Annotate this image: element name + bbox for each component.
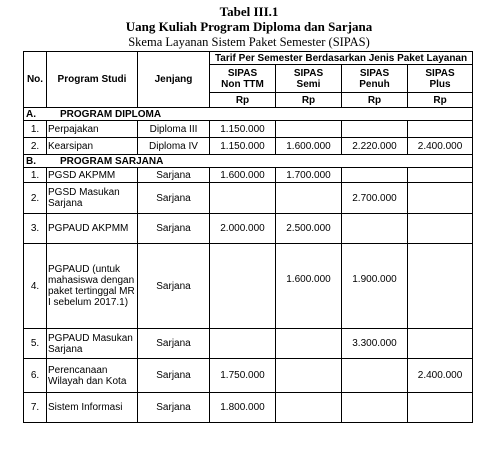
cell-semi bbox=[276, 121, 342, 138]
table-row bbox=[24, 393, 473, 423]
table-subtitle: Skema Layanan Sistem Paket Semester (SIPAS) bbox=[128, 35, 370, 49]
cell-semi bbox=[276, 393, 342, 423]
row-jenjang: Diploma III bbox=[138, 121, 210, 138]
cell-plus bbox=[408, 183, 473, 214]
table-row bbox=[24, 138, 473, 155]
cell-non-ttm bbox=[210, 244, 276, 329]
section-letter: B. bbox=[26, 155, 36, 167]
row-program: Perencanaan Wilayah dan Kota bbox=[47, 359, 138, 393]
cell-semi: 1.600.000 bbox=[276, 138, 342, 155]
cell-non-ttm bbox=[210, 329, 276, 359]
header-col-plus: SIPAS Plus bbox=[408, 65, 473, 93]
cell-penuh: 3.300.000 bbox=[342, 329, 408, 359]
cell-non-ttm: 2.000.000 bbox=[210, 214, 276, 244]
table-row bbox=[24, 183, 473, 214]
row-no: 5. bbox=[24, 329, 47, 359]
cell-plus bbox=[408, 329, 473, 359]
header-no: No. bbox=[24, 52, 47, 108]
cell-penuh: 1.900.000 bbox=[342, 244, 408, 329]
table-row bbox=[24, 168, 473, 183]
cell-plus bbox=[408, 393, 473, 423]
row-no: 1. bbox=[24, 168, 47, 183]
cell-plus bbox=[408, 121, 473, 138]
row-program: PGPAUD (untuk mahasiswa dengan paket tertinggal MR I sebelum 2017.1) bbox=[47, 244, 138, 329]
tuition-table bbox=[23, 51, 473, 423]
row-no: 3. bbox=[24, 214, 47, 244]
row-jenjang: Sarjana bbox=[138, 329, 210, 359]
header-col-penuh: SIPAS Penuh bbox=[342, 65, 408, 93]
cell-semi: 2.500.000 bbox=[276, 214, 342, 244]
cell-plus bbox=[408, 214, 473, 244]
table-title: Uang Kuliah Program Diploma dan Sarjana bbox=[125, 19, 373, 34]
section-header bbox=[24, 108, 473, 121]
cell-semi: 1.700.000 bbox=[276, 168, 342, 183]
cell-non-ttm: 1.150.000 bbox=[210, 121, 276, 138]
row-program: PGSD Masukan Sarjana bbox=[47, 183, 138, 214]
cell-penuh bbox=[342, 393, 408, 423]
section-title: PROGRAM SARJANA bbox=[60, 155, 164, 167]
row-no: 1. bbox=[24, 121, 47, 138]
cell-penuh bbox=[342, 214, 408, 244]
header-unit: Rp bbox=[342, 93, 408, 108]
cell-penuh: 2.220.000 bbox=[342, 138, 408, 155]
cell-plus: 2.400.000 bbox=[408, 359, 473, 393]
row-no: 4. bbox=[24, 244, 47, 329]
header-row-top bbox=[24, 52, 473, 65]
section-letter: A. bbox=[26, 108, 36, 120]
header-program: Program Studi bbox=[47, 52, 138, 108]
row-no: 2. bbox=[24, 183, 47, 214]
cell-semi bbox=[276, 183, 342, 214]
cell-penuh bbox=[342, 121, 408, 138]
row-no: 2. bbox=[24, 138, 47, 155]
cell-penuh: 2.700.000 bbox=[342, 183, 408, 214]
header-col-semi: SIPAS Semi bbox=[276, 65, 342, 93]
cell-penuh bbox=[342, 168, 408, 183]
table-number: Tabel III.1 bbox=[219, 4, 279, 19]
section-title: PROGRAM DIPLOMA bbox=[60, 108, 162, 120]
row-program: Perpajakan bbox=[47, 121, 138, 138]
section-row-diploma bbox=[24, 108, 473, 121]
table-row bbox=[24, 359, 473, 393]
table-row bbox=[24, 329, 473, 359]
header-jenjang: Jenjang bbox=[138, 52, 210, 108]
header-unit: Rp bbox=[276, 93, 342, 108]
cell-plus bbox=[408, 244, 473, 329]
row-jenjang: Sarjana bbox=[138, 359, 210, 393]
cell-non-ttm: 1.800.000 bbox=[210, 393, 276, 423]
cell-semi bbox=[276, 329, 342, 359]
row-jenjang: Sarjana bbox=[138, 244, 210, 329]
table-row bbox=[24, 244, 473, 329]
cell-non-ttm: 1.750.000 bbox=[210, 359, 276, 393]
header-tarif: Tarif Per Semester Berdasarkan Jenis Paket Layanan bbox=[210, 52, 473, 65]
section-row-sarjana bbox=[24, 155, 473, 168]
cell-non-ttm bbox=[210, 183, 276, 214]
row-program: Kearsipan bbox=[47, 138, 138, 155]
row-jenjang: Sarjana bbox=[138, 183, 210, 214]
row-program: PGPAUD AKPMM bbox=[47, 214, 138, 244]
row-no: 7. bbox=[24, 393, 47, 423]
row-program: PGPAUD Masukan Sarjana bbox=[47, 329, 138, 359]
cell-non-ttm: 1.150.000 bbox=[210, 138, 276, 155]
header-unit: Rp bbox=[408, 93, 473, 108]
cell-non-ttm: 1.600.000 bbox=[210, 168, 276, 183]
row-jenjang: Sarjana bbox=[138, 168, 210, 183]
row-program: PGSD AKPMM bbox=[47, 168, 138, 183]
row-jenjang: Sarjana bbox=[138, 214, 210, 244]
row-jenjang: Sarjana bbox=[138, 393, 210, 423]
cell-plus: 2.400.000 bbox=[408, 138, 473, 155]
row-jenjang: Diploma IV bbox=[138, 138, 210, 155]
cell-plus bbox=[408, 168, 473, 183]
header-col-non-ttm: SIPAS Non TTM bbox=[210, 65, 276, 93]
row-no: 6. bbox=[24, 359, 47, 393]
cell-semi: 1.600.000 bbox=[276, 244, 342, 329]
cell-semi bbox=[276, 359, 342, 393]
section-header bbox=[24, 155, 473, 168]
cell-penuh bbox=[342, 359, 408, 393]
header-unit: Rp bbox=[210, 93, 276, 108]
table-row bbox=[24, 214, 473, 244]
row-program: Sistem Informasi bbox=[47, 393, 138, 423]
table-row bbox=[24, 121, 473, 138]
